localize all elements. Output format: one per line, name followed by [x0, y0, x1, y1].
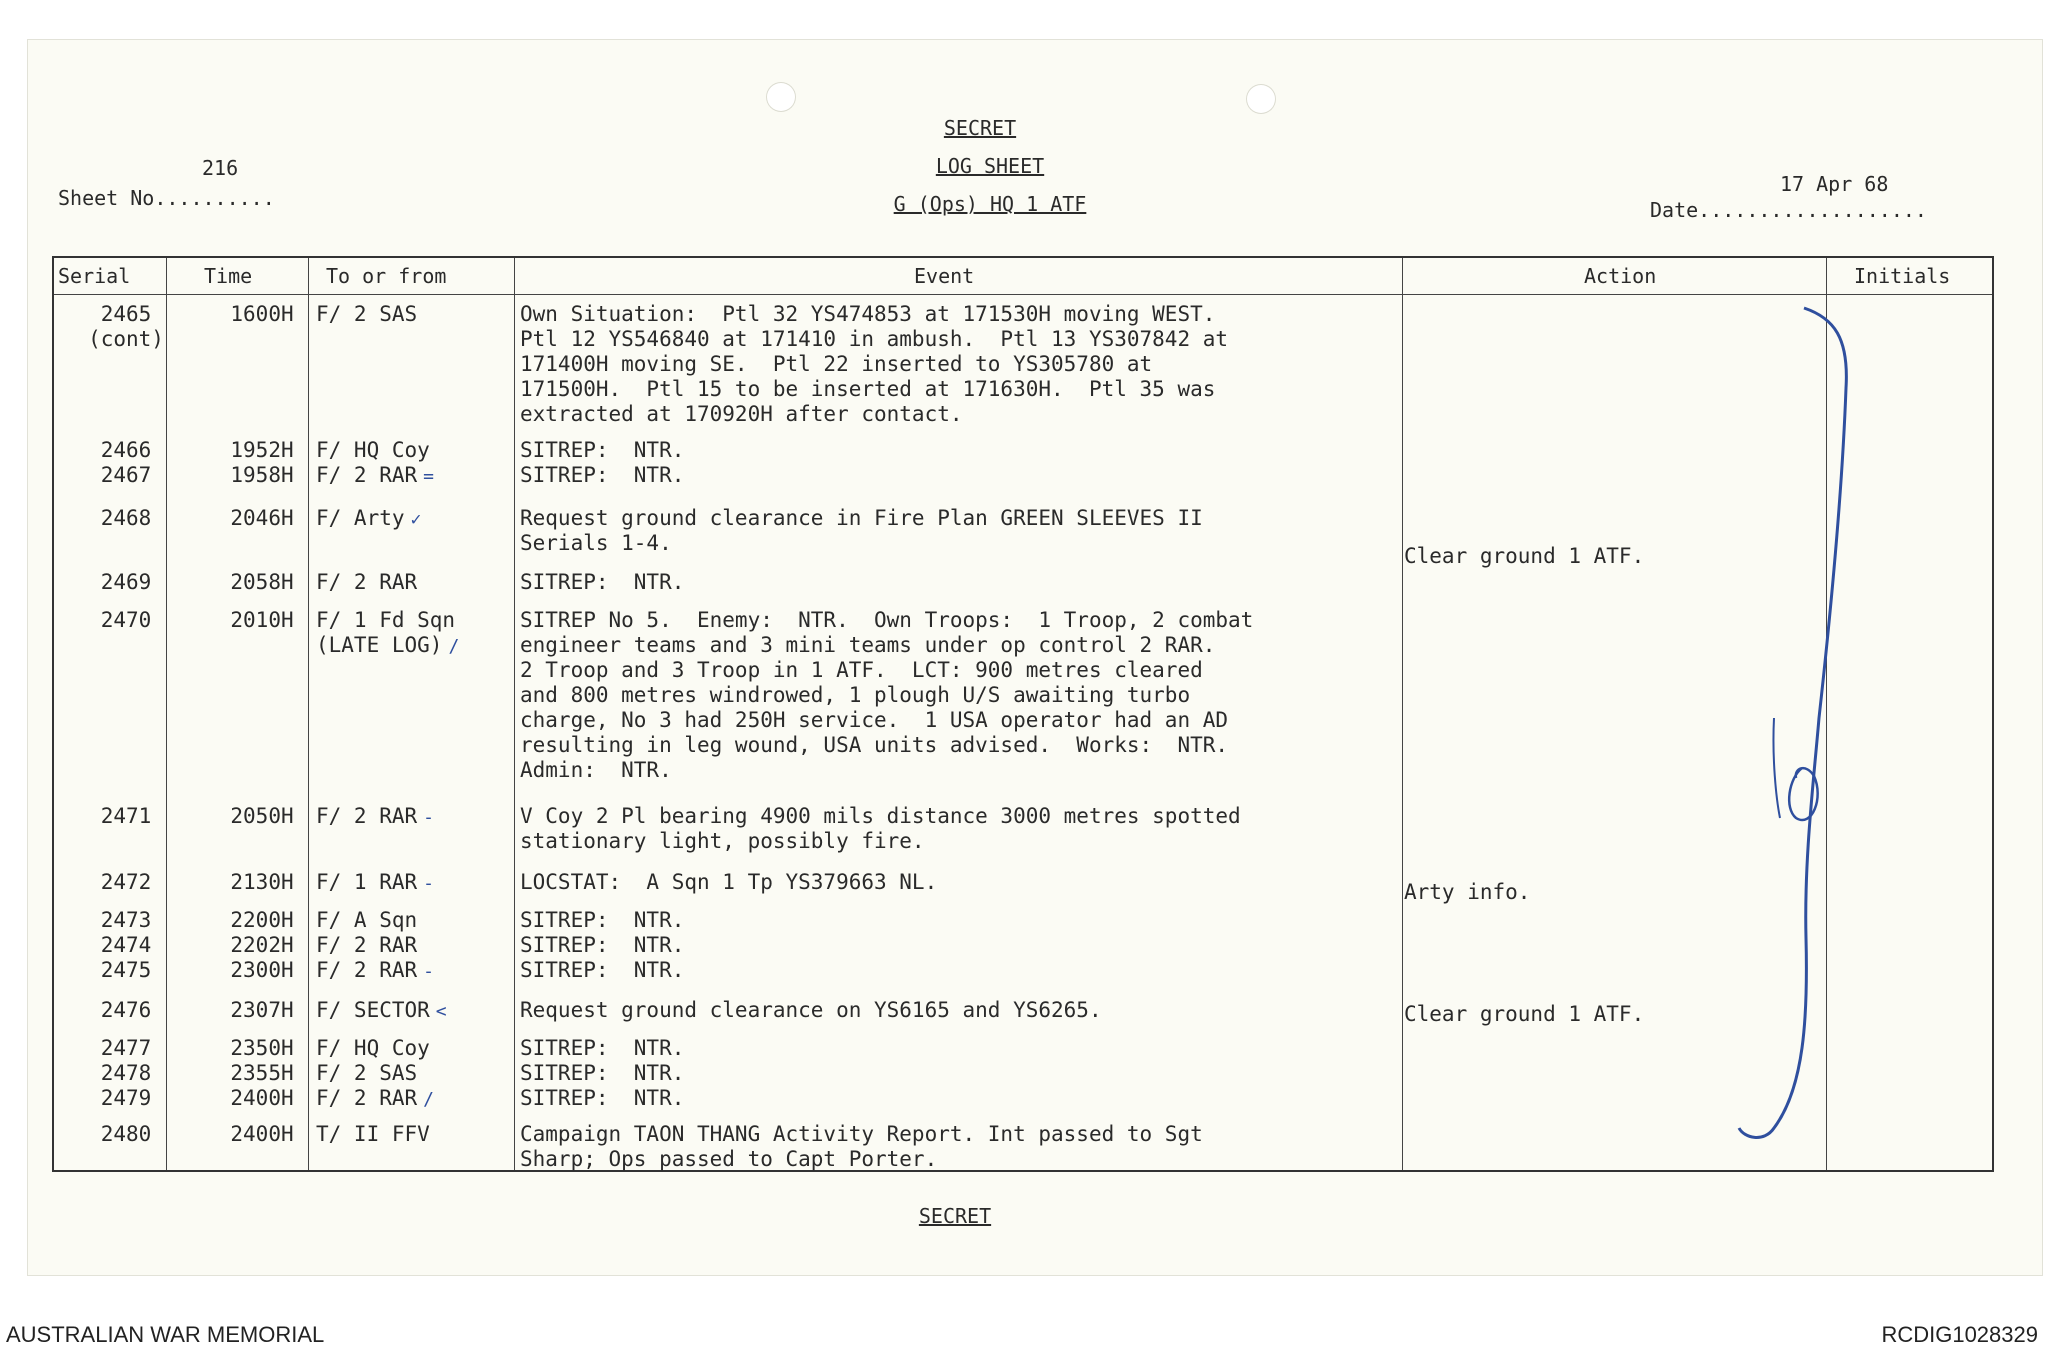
- to-or-from-text: F/ Arty: [316, 506, 405, 530]
- to-or-from-cell: [316, 506, 506, 532]
- unit-name: G (Ops) HQ 1 ATF: [893, 192, 1087, 216]
- sheet-number: 216: [202, 156, 239, 180]
- pen-tick-mark: /: [448, 636, 460, 657]
- event-cell: SITREP: NTR. SITREP: NTR.: [520, 438, 685, 487]
- archive-reference: RCDIG1028329: [1881, 1322, 2038, 1347]
- column-header-serial: Serial: [58, 264, 131, 288]
- column-header-initials: Initials: [1854, 264, 1951, 288]
- time-cell: 2058H: [230, 570, 294, 594]
- time-cell: 2046H: [230, 506, 294, 530]
- column-header-event: Event: [914, 264, 975, 288]
- pen-tick-mark: -: [423, 873, 434, 894]
- to-or-from-text: F/ 1 RAR: [316, 870, 418, 894]
- action-cell: Arty info.: [1404, 880, 1531, 904]
- time-cell: 2307H: [230, 998, 294, 1022]
- to-or-from-cell: [316, 870, 506, 896]
- serial-cell: 2473 2474 2475: [100, 908, 152, 982]
- page-title: LOG SHEET: [935, 154, 1045, 178]
- event-cell: SITREP No 5. Enemy: NTR. Own Troops: 1 Troop, 2 combat engineer teams and 3 mini teams under op control 2 RAR. 2 Troop and 3 Troop in 1 ATF. LCT: 900 metres cleared and 800 metres windrowed, 1 plough U/S awaiting turbo charge, No 3 had 250H service. 1 USA operator had an AD resulting in leg wound, USA units advised. Works: NTR. Admin: NTR.: [520, 608, 1254, 782]
- event-cell: SITREP: NTR.: [520, 570, 685, 594]
- to-or-from-text: F/ HQ Coy F/ 2 RAR: [316, 438, 430, 487]
- to-or-from-text: F/ A Sqn F/ 2 RAR F/ 2 RAR: [316, 908, 418, 982]
- serial-cell: 2470: [100, 608, 152, 632]
- column-header-to-or-from: To or from: [326, 264, 447, 288]
- to-or-from-text: F/ HQ Coy F/ 2 SAS F/ 2 RAR: [316, 1036, 430, 1110]
- time-cell: 2130H: [230, 870, 294, 894]
- serial-cell: 2476: [100, 998, 152, 1022]
- time-cell: 2050H: [230, 804, 294, 828]
- to-or-from-text: F/ 1 Fd Sqn (LATE LOG): [316, 608, 456, 657]
- to-or-from-cell: [316, 804, 506, 830]
- time-cell: 1600H: [230, 302, 294, 326]
- to-or-from-cell: [316, 1036, 506, 1112]
- pen-tick-mark: -: [423, 961, 434, 982]
- log-table: [52, 256, 1994, 1172]
- column-header-action: Action: [1584, 264, 1657, 288]
- pen-tick-mark: ✓: [410, 509, 422, 530]
- to-or-from-text: F/ SECTOR: [316, 998, 430, 1022]
- action-cell: Clear ground 1 ATF.: [1404, 1002, 1645, 1026]
- to-or-from-text: F/ 2 RAR: [316, 804, 418, 828]
- column-rule: [308, 258, 309, 1170]
- event-cell: LOCSTAT: A Sqn 1 Tp YS379663 NL.: [520, 870, 938, 894]
- time-cell: 2200H 2202H 2300H: [230, 908, 294, 982]
- action-cell: Clear ground 1 ATF.: [1404, 544, 1645, 568]
- initials-signature-ink: [1734, 298, 1984, 1158]
- time-cell: 2350H 2355H 2400H: [230, 1036, 294, 1110]
- classification-top: SECRET: [943, 116, 1017, 140]
- pen-tick-mark: -: [423, 807, 434, 828]
- date-value: 17 Apr 68: [1780, 172, 1889, 196]
- event-cell: Campaign TAON THANG Activity Report. Int passed to Sgt Sharp; Ops passed to Capt Porter.: [520, 1122, 1203, 1171]
- serial-cell: 2466 2467: [100, 438, 152, 487]
- time-cell: 1952H 1958H: [230, 438, 294, 487]
- serial-cell: 2480: [100, 1122, 152, 1146]
- column-header-time: Time: [204, 264, 253, 288]
- header-rule: [54, 294, 1992, 295]
- serial-cell: 2469: [100, 570, 152, 594]
- archive-credit: AUSTRALIAN WAR MEMORIAL: [6, 1322, 325, 1347]
- pen-tick-mark: =: [423, 466, 434, 487]
- to-or-from-cell: F/ 2 SAS: [316, 302, 418, 326]
- sheet-label: Sheet No..........: [58, 186, 275, 210]
- event-cell: V Coy 2 Pl bearing 4900 mils distance 3000 metres spotted stationary light, possibly fire.: [520, 804, 1241, 853]
- event-cell: Request ground clearance in Fire Plan GREEN SLEEVES II Serials 1-4.: [520, 506, 1203, 555]
- serial-cell: 2472: [100, 870, 152, 894]
- serial-cell: 2468: [100, 506, 152, 530]
- event-cell: SITREP: NTR. SITREP: NTR. SITREP: NTR.: [520, 1036, 685, 1110]
- to-or-from-cell: [316, 908, 506, 984]
- classification-bottom: SECRET: [918, 1204, 992, 1228]
- column-rule: [166, 258, 167, 1170]
- punch-hole-right: [1246, 84, 1276, 114]
- serial-cell: 2477 2478 2479: [100, 1036, 152, 1110]
- to-or-from-cell: [316, 608, 506, 659]
- to-or-from-cell: [316, 438, 506, 489]
- to-or-from-cell: F/ 2 RAR: [316, 570, 418, 594]
- punch-hole-left: [766, 82, 796, 112]
- event-cell: Request ground clearance on YS6165 and YS6265.: [520, 998, 1102, 1022]
- column-rule: [514, 258, 515, 1170]
- event-cell: SITREP: NTR. SITREP: NTR. SITREP: NTR.: [520, 908, 685, 982]
- date-label: Date...................: [1650, 198, 1927, 222]
- serial-cell: 2465 (cont): [88, 302, 164, 351]
- pen-tick-mark: <: [435, 1001, 447, 1022]
- serial-cell: 2471: [100, 804, 152, 828]
- to-or-from-cell: T/ II FFV: [316, 1122, 430, 1146]
- time-cell: 2400H: [230, 1122, 294, 1146]
- event-cell: Own Situation: Ptl 32 YS474853 at 171530H moving WEST. Ptl 12 YS546840 at 171410 in ambush. Ptl 13 YS307842 at 171400H moving SE. Ptl 22 inserted to YS305780 at 171500H. Ptl 15 to be inserted at 171630H. Ptl 35 was extracted at 170920H after contact.: [520, 302, 1229, 426]
- time-cell: 2010H: [230, 608, 294, 632]
- to-or-from-cell: [316, 998, 506, 1024]
- pen-tick-mark: /: [423, 1089, 434, 1110]
